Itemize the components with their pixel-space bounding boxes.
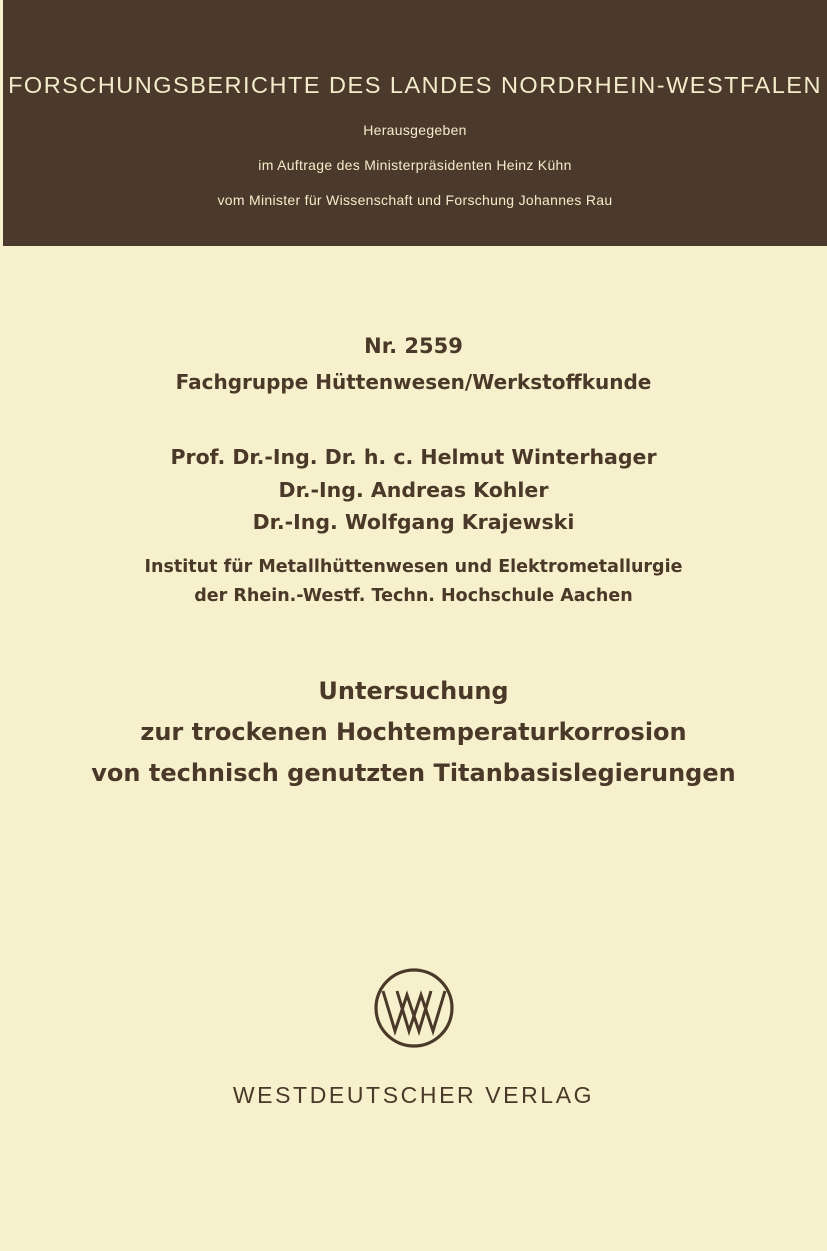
publisher-logo-icon [373, 967, 455, 1049]
report-number: Nr. 2559 [364, 334, 463, 358]
publisher-name: WESTDEUTSCHER VERLAG [232, 1082, 595, 1108]
author-1: Prof. Dr.-Ing. Dr. h. c. Helmut Winterhager [170, 445, 657, 469]
header-band [3, 0, 827, 246]
author-3: Dr.-Ing. Wolfgang Krajewski [252, 510, 575, 534]
header-line-commission: im Auftrage des Ministerpräsidenten Heinz Kühn [258, 157, 572, 173]
author-2: Dr.-Ing. Andreas Kohler [278, 478, 549, 502]
title-line-1: Untersuchung [318, 677, 509, 705]
series-title: FORSCHUNGSBERICHTE DES LANDES NORDRHEIN-WESTFALEN [8, 72, 822, 98]
header-line-minister: vom Minister für Wissenschaft und Forschung Johannes Rau [217, 192, 613, 208]
header-line-editor: Herausgegeben [363, 122, 467, 138]
title-line-3: von technisch genutzten Titanbasislegierungen [91, 759, 736, 787]
institute-line-2: der Rhein.-Westf. Techn. Hochschule Aachen [194, 586, 633, 606]
institute-line-1: Institut für Metallhüttenwesen und Elektrometallurgie [144, 557, 683, 577]
subject-group: Fachgruppe Hüttenwesen/Werkstoffkunde [175, 370, 652, 394]
title-line-2: zur trockenen Hochtemperaturkorrosion [140, 718, 687, 746]
